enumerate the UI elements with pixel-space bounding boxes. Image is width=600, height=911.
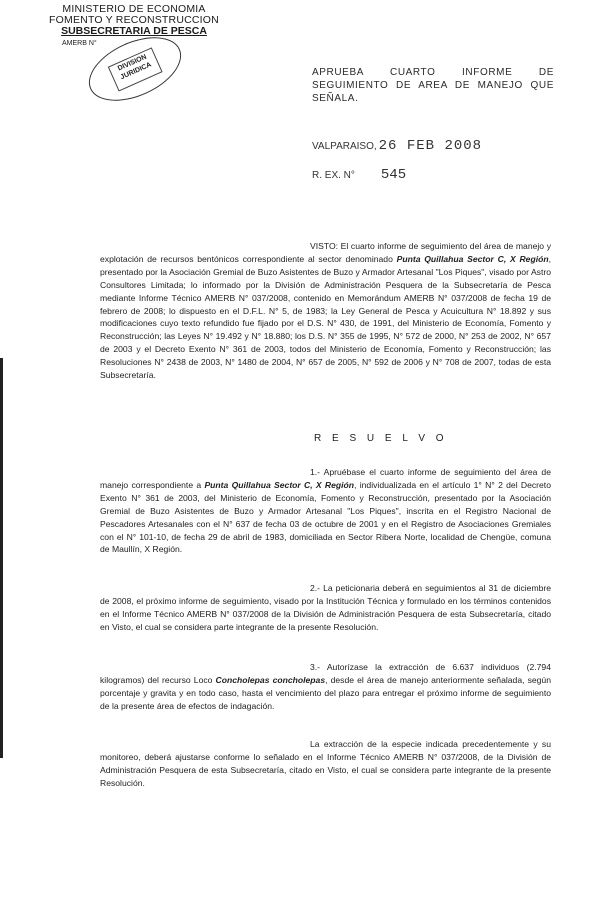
item-1-body-b: , individualizada en el artículo 1° N° 2 del Decreto Exento N° 361 de 2003, del Ministerio de Economía, Fomento y Reconstrucción, presentado por la Asociación Gremial de Buzo Asistentes de Buzo y Armador Artesanal "Los Piques", inscrita en el Registro Nacional de Pescadores Artesanales con el N° 637 de fecha 03 de octubre de 2001 y en el Registro de Asociaciones Gremiales con el N° 101-10, de fecha 29 de abril de 1983, domiciliada en Sector Ribera Norte, localidad de Chengüe, comuna de Maullín, X Región. <box>100 479 551 555</box>
item-3-lead: 3.- Autorízase la extracción de 6.637 individuos <box>310 662 520 672</box>
exenta-line <box>312 167 406 183</box>
item-4-body: precedentemente y su monitoreo, deberá ajustarse conforme lo señalado en el Informe Técnico AMERB N° 037/2008, de la División de Administración Pesquera de esta Subsecretaría, citado en Visto, el cual se considera parte integrante de la presente Resolución. <box>100 739 551 788</box>
visto-lead: VISTO: El cuarto informe de seguimiento del área <box>310 241 502 251</box>
visto-sector: Punta Quillahua Sector C, X Región <box>396 253 549 264</box>
exenta-number: 545 <box>380 167 407 183</box>
resolution-subject: APRUEBA CUARTO INFORME DE SEGUIMIENTO DE AREA DE MANEJO QUE SEÑALA. <box>312 67 554 104</box>
item-4-paragraph <box>100 738 551 790</box>
ministry-line-1: MINISTERIO DE ECONOMIA <box>62 3 206 15</box>
visto-body-b: , presentado por la Asociación Gremial de Buzo Asistentes de Buzo y Armador Artesanal "Los Piques", visado por Astro Consultores Limitada; lo informado por la División de Administración Pesquera de la Subsecretaría de Pesca mediante Informe Técnico AMERB N° 037/2008, contenido en Memorándum AMERB N° 037/2008 de fecha 19 de febrero de 2008; lo dispuesto en el D.F.L. N° 5, de 1983; la Ley General de Pesca y Acuicultura N° 18.892 y sus modificaciones cuyo texto refundido fue fijado por el D.S. N° 430, de 1991, del Ministerio de Economía, Fomento y Reconstrucción; las Leyes N° 19.492 y N° 18.880; los D.S. N° 355 de 1995, N° 572 de 2000, N° 253 de 2002, N° 657 de 2003 y el Decreto Exento N° 361 de 2003, todos del Ministerio de Economía, Fomento y Reconstrucción; las Resoluciones N° 2438 de 2003, N° 1480 de 2004, N° 657 de 2005, N° 592 de 2006 y N° 708 de 2007, todas de esta Subsecretaría. <box>100 253 551 381</box>
item-3-body-a: (2.794 kilogramos) del recurso Loco <box>100 662 551 685</box>
ministry-line-2: FOMENTO Y RECONSTRUCCION <box>49 14 219 26</box>
item-3-species: Concholepas concholepas <box>215 674 326 685</box>
visto-paragraph <box>100 240 551 382</box>
stamp-inner-text: DIVISION JURIDICA <box>108 47 163 91</box>
item-2-body: de diciembre de 2008, el próximo informe de seguimiento, visado por la Institución Técnica y formulado en los términos contenidos en el Informe Técnico AMERB N° 037/2008 de la División de Administración Pesquera de esta Subsecretaría, citado en Visto, el cual se considera parte integrante de la presente Resolución. <box>100 583 552 632</box>
item-2-paragraph <box>100 582 551 634</box>
resuelvo-heading: R E S U E L V O <box>314 433 448 444</box>
exenta-label: R. EX. N° <box>312 170 355 181</box>
amerb-line: AMERB N° <box>62 40 97 47</box>
item-1-paragraph <box>100 466 551 556</box>
city-label: VALPARAISO, <box>312 141 377 152</box>
item-4-lead: La extracción de la especie indicada <box>310 739 458 749</box>
scan-edge-bar <box>0 358 3 758</box>
item-1-sector: Punta Quillahua Sector C, X Región <box>204 479 355 490</box>
item-2-lead: 2.- La peticionaria deberá en seguimientos al 31 <box>310 583 499 593</box>
item-3-body-b: , desde el área de manejo anteriormente señalada, según porcentaje y gravita y en todo caso, hasta el vencimiento del plazo para entregar el próximo informe de seguimiento de la presente área de efectos de indagación. <box>100 674 551 711</box>
subsecretaria-line: SUBSECRETARIA DE PESCA <box>61 25 207 37</box>
visto-body-a: de manejo y explotación de recursos bentónicos correspondiente al sector denominado <box>100 241 551 264</box>
item-1-body-a: del área de manejo correspondiente a <box>100 467 551 490</box>
item-3-paragraph <box>100 661 551 713</box>
date-line <box>312 138 482 154</box>
item-1-lead: 1.- Apruébase el cuarto informe de seguimiento <box>310 467 501 477</box>
date-stamp: 26 FEB 2008 <box>378 138 483 154</box>
